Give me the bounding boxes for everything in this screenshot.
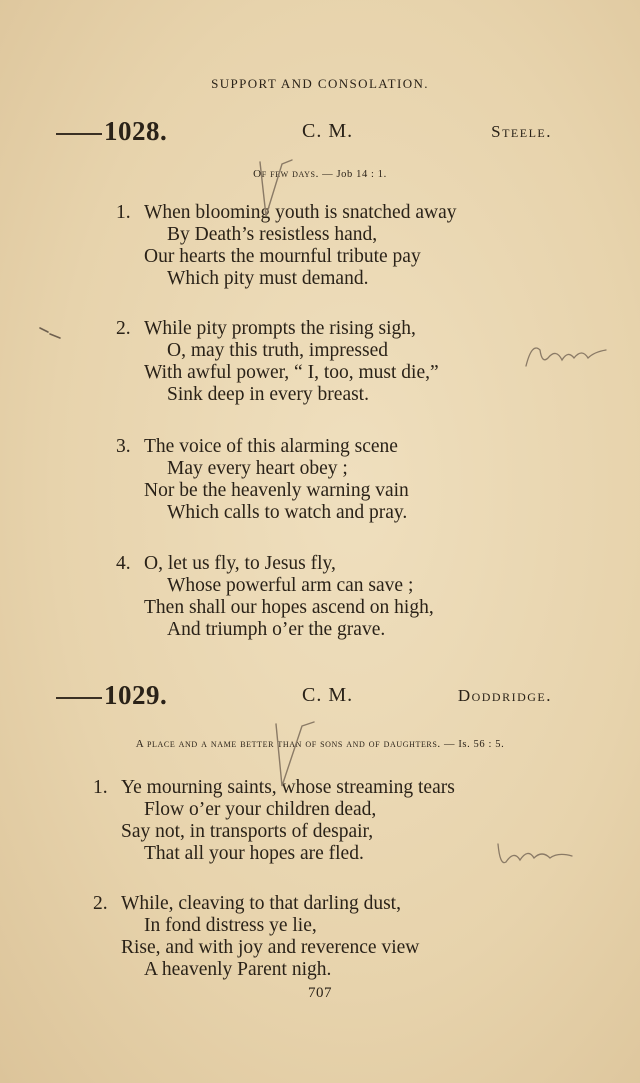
hymn-number: 1029.: [104, 680, 168, 710]
pencil-mark-dot: [36, 318, 66, 348]
hymn-subtitle-1028: [0, 168, 640, 180]
verse-line: Whose powerful arm can save ;: [167, 575, 414, 596]
verse-line: While, cleaving to that darling dust,: [121, 893, 401, 914]
header-dash: [56, 133, 102, 135]
verse-line: Rise, and with joy and reverence view: [121, 937, 420, 958]
verse-line: In fond distress ye lie,: [144, 915, 317, 936]
hymn-header-1029: [0, 680, 640, 714]
verse-line: Ye mourning saints, whose streaming tears: [121, 777, 455, 798]
verse-line: O, let us fly, to Jesus fly,: [144, 553, 336, 574]
subtitle-text: Of few days.: [253, 168, 319, 180]
verse-line: Flow o’er your children dead,: [144, 799, 377, 820]
pencil-mark-check: [266, 716, 326, 796]
subtitle-text: A place and a name better than of sons and of daughters.: [135, 738, 441, 750]
hymn-header-1028: [0, 116, 640, 150]
stanza-number: 2.: [116, 318, 131, 339]
verse-line: By Death’s resistless hand,: [167, 224, 378, 245]
stanza-number: 4.: [116, 553, 131, 574]
verse-line: That all your hopes are fled.: [144, 843, 364, 864]
hymn-number: 1028.: [104, 116, 168, 146]
pencil-mark-scribble: [522, 336, 612, 376]
subtitle-reference: — Job 14 : 1.: [318, 169, 387, 180]
verse-line: Then shall our hopes ascend on high,: [144, 597, 434, 618]
hymn-author: Steele.: [491, 122, 552, 141]
page-number: 707: [308, 985, 332, 1001]
pencil-mark-check: [252, 156, 302, 226]
stanza-number: 3.: [116, 436, 131, 457]
verse-line: And triumph o’er the grave.: [167, 619, 386, 640]
verse-line: Which calls to watch and pray.: [167, 502, 408, 523]
hymn-meter: C. M.: [302, 684, 354, 706]
hymn-meter: C. M.: [302, 120, 354, 142]
pencil-mark-scribble: [492, 836, 582, 876]
verse-line: Our hearts the mournful tribute pay: [144, 246, 421, 267]
stanza-number: 1.: [93, 777, 108, 798]
verse-line: Sink deep in every breast.: [167, 384, 369, 405]
header-dash: [56, 697, 102, 699]
verse-line: O, may this truth, impressed: [167, 340, 388, 361]
verse-line: May every heart obey ;: [167, 458, 348, 479]
verse-line: Nor be the heavenly warning vain: [144, 480, 409, 501]
running-head: SUPPORT AND CONSOLATION.: [211, 76, 429, 91]
verse-line: With awful power, “ I, too, must die,”: [144, 362, 439, 383]
verse-line: A heavenly Parent nigh.: [144, 959, 332, 980]
hymn-author: Doddridge.: [457, 686, 552, 705]
verse-line: Which pity must demand.: [167, 268, 369, 289]
stanza-number: 1.: [116, 202, 131, 223]
subtitle-reference: — Is. 56 : 5.: [440, 739, 505, 750]
verse-line: The voice of this alarming scene: [144, 436, 398, 457]
verse-line: When blooming youth is snatched away: [144, 202, 457, 223]
verse-line: While pity prompts the rising sigh,: [144, 318, 416, 339]
verse-line: Say not, in transports of despair,: [121, 821, 374, 842]
stanza-number: 2.: [93, 893, 108, 914]
